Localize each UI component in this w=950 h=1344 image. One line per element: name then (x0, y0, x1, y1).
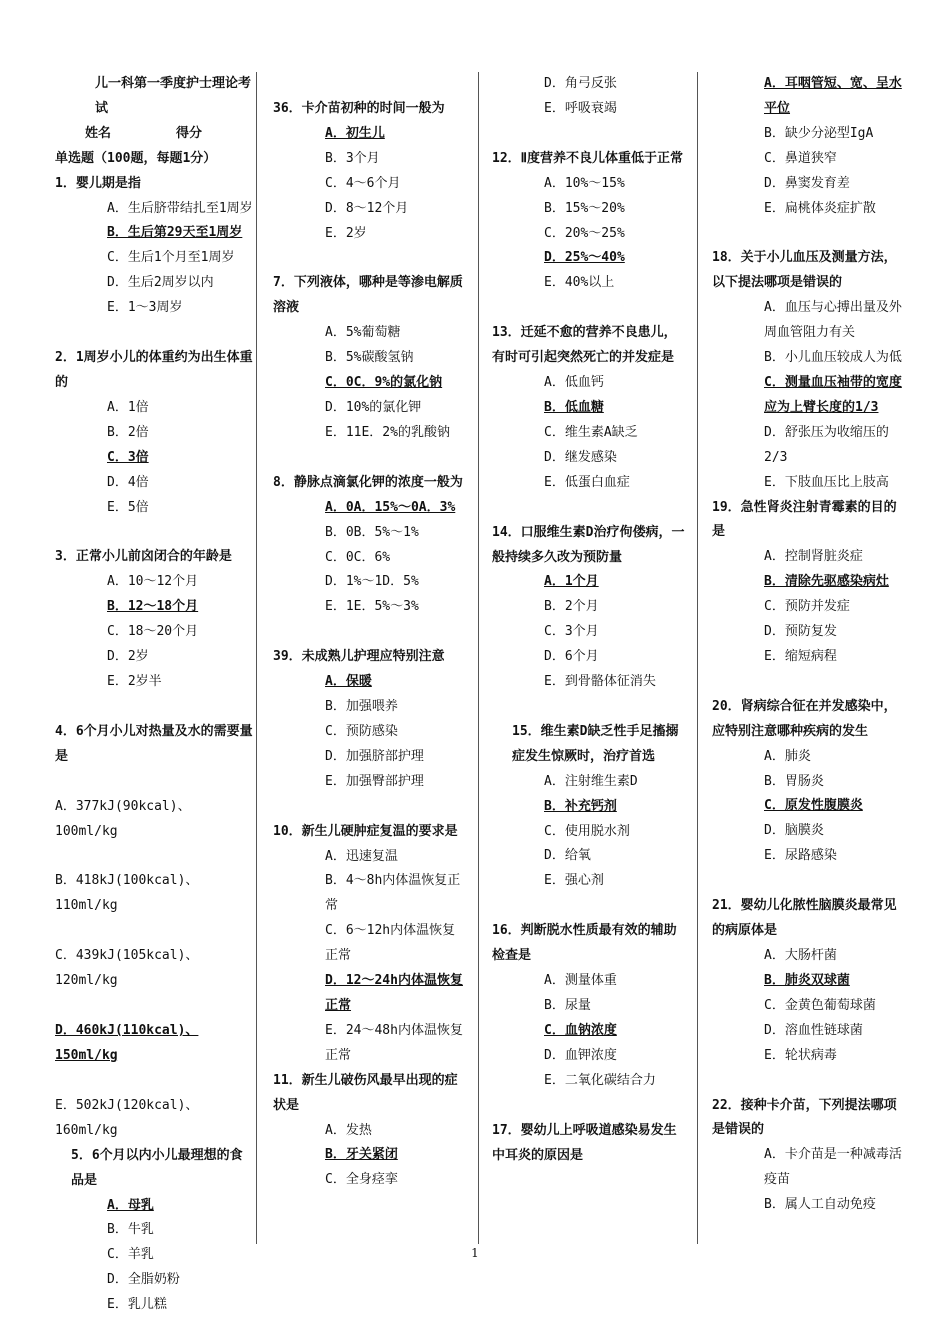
question-text: 1．婴儿期是指 (55, 175, 141, 191)
answer-option: B．缺少分泌型IgA (764, 125, 874, 141)
answer-option: C．测量血压袖带的宽度应为上臂长度的1/3 (764, 374, 902, 415)
column-1 (55, 72, 253, 1318)
spacer (492, 1094, 686, 1119)
question-text: D．460kJ(110kcal)、150ml/kg (55, 1023, 199, 1063)
column-divider (256, 72, 257, 1244)
answer-option: D．4倍 (107, 474, 149, 490)
answer-option: D．1%～1D．5% (325, 574, 419, 590)
answer-option: B．尿量 (544, 998, 591, 1013)
answer-option: A．发热 (325, 1122, 372, 1138)
question-text: 19．急性肾炎注射青霉素的目的是 (712, 499, 897, 540)
answer-option: E．40%以上 (544, 275, 615, 291)
answer-option: D．舒张压为收缩压的2/3 (764, 424, 889, 465)
answer-option: B．15%～20% (544, 200, 625, 216)
spacer (712, 1069, 908, 1094)
answer-option: E．11E．2%的乳酸钠 (325, 424, 450, 440)
answer-option: C．预防感染 (325, 723, 398, 739)
answer-option: A．生后脐带结扎至1周岁 (107, 200, 253, 216)
answer-option: A．耳咽管短、宽、呈水平位 (764, 76, 902, 116)
spacer (55, 1069, 253, 1094)
answer-option: C．0C．6% (325, 549, 391, 565)
answer-option: A．低血钙 (544, 375, 604, 391)
answer-option: B．4～8h内体温恢复正常 (325, 873, 461, 914)
answer-option: A．测量体重 (544, 973, 617, 989)
question-text: 姓名 得分 (85, 125, 203, 141)
answer-option: B．2倍 (107, 424, 149, 440)
question-text: 10．新生儿硬肿症复温的要求是 (273, 823, 458, 839)
answer-option: E．乳儿糕 (107, 1297, 167, 1313)
answer-option: E．强心剂 (544, 873, 604, 889)
answer-option: C．0C．9%的氯化钠 (325, 375, 443, 391)
answer-option: D．12～24h内体温恢复正常 (325, 973, 463, 1013)
answer-option: A．大肠杆菌 (764, 948, 837, 963)
question-text: 14．口服维生素D治疗佝偻病，一般持续多久改为预防量 (492, 524, 685, 565)
question-text: 36．卡介苗初种的时间一般为 (273, 101, 445, 116)
question-text: 5．6个月以内小儿最理想的食品是 (71, 1147, 243, 1188)
spacer (492, 496, 686, 521)
spacer (55, 770, 253, 795)
answer-option: A．5%葡萄糖 (325, 325, 401, 341)
answer-option: C．金黄色葡萄球菌 (764, 997, 876, 1013)
question-text: 2．1周岁小儿的体重约为出生体重的 (55, 350, 253, 390)
answer-option: D．10%的氯化钾 (325, 399, 422, 415)
answer-option: B．清除先驱感染病灶 (764, 574, 889, 590)
answer-option: D．给氧 (544, 848, 591, 864)
question-text: 39．未成熟儿护理应特别注意 (273, 649, 445, 665)
answer-option: D．脑膜炎 (764, 823, 824, 839)
answer-option: D．2岁 (107, 649, 149, 665)
answer-option: D．溶血性链球菌 (764, 1022, 863, 1038)
answer-option: A．肺炎 (764, 748, 811, 764)
answer-option: A．1个月 (544, 574, 599, 590)
spacer (492, 296, 686, 321)
column-3 (492, 72, 686, 1168)
column-4 (712, 72, 908, 1218)
question-text: E．502kJ(120kcal)、160ml/kg (55, 1097, 199, 1138)
spacer (55, 919, 253, 944)
answer-option: A．初生儿 (325, 125, 385, 141)
answer-option: B．补充钙剂 (544, 798, 617, 814)
answer-option: B．0B．5%～1% (325, 524, 419, 540)
answer-option: A．保暖 (325, 674, 372, 690)
spacer (273, 246, 467, 271)
question-text: 8．静脉点滴氯化钾的浓度一般为 (273, 474, 463, 490)
answer-option: E．轮状病毒 (764, 1047, 837, 1063)
question-text: 15．维生素D缺乏性手足搐搦症发生惊厥时，治疗首选 (512, 723, 679, 764)
question-text: 3．正常小儿前囟闭合的年龄是 (55, 549, 232, 565)
answer-option: E．低蛋白血症 (544, 474, 630, 490)
answer-option: C．3个月 (544, 624, 599, 640)
answer-option: E．24～48h内体温恢复正常 (325, 1022, 463, 1063)
answer-option: C．3倍 (107, 449, 149, 465)
question-text: 13．迁延不愈的营养不良患儿，有时可引起突然死亡的并发症是 (492, 325, 677, 366)
answer-option: B．2个月 (544, 599, 599, 615)
answer-option: C．鼻道狭窄 (764, 150, 837, 166)
answer-option: E．2岁半 (107, 673, 162, 689)
page-number: 1 (471, 1246, 479, 1260)
question-text: 7．下列液体，哪种是等渗电解质溶液 (273, 275, 463, 316)
answer-option: C．4～6个月 (325, 175, 401, 191)
answer-option: E．1～3周岁 (107, 300, 183, 316)
spacer (492, 894, 686, 919)
column-divider (697, 72, 698, 1244)
answer-option: E．2岁 (325, 225, 367, 241)
answer-option: C．20%～25% (544, 225, 625, 241)
spacer (492, 122, 686, 147)
spacer (55, 844, 253, 869)
question-text: C．439kJ(105kcal)、120ml/kg (55, 948, 199, 989)
answer-option: B．属人工自动免疫 (764, 1197, 876, 1213)
answer-option: A．迅速复温 (325, 848, 398, 864)
answer-option: E．呼吸衰竭 (544, 100, 617, 116)
answer-option: C．生后1个月至1周岁 (107, 250, 235, 266)
question-text: 儿一科第一季度护士理论考试 (95, 76, 252, 116)
spacer (273, 72, 467, 97)
answer-option: B．牙关紧闭 (325, 1147, 398, 1163)
question-text: 18．关于小儿血压及测量方法，以下提法哪项是错误的 (712, 250, 897, 291)
spacer (712, 869, 908, 894)
answer-option: A．0A．15%～0A．3% (325, 499, 456, 515)
answer-option: D．生后2周岁以内 (107, 275, 214, 291)
column-2 (273, 72, 467, 1193)
answer-option: D．预防复发 (764, 624, 837, 640)
answer-option: A．卡介苗是一种减毒活疫苗 (764, 1147, 902, 1188)
answer-option: B．肺炎双球菌 (764, 972, 850, 988)
answer-option: E．下肢血压比上肢高 (764, 474, 889, 490)
answer-option: B．小儿血压较成人为低 (764, 350, 902, 366)
answer-option: A．1倍 (107, 399, 149, 415)
answer-option: C．使用脱水剂 (544, 823, 630, 839)
question-text: 20．肾病综合征在并发感染中，应特别注意哪种疾病的发生 (712, 698, 897, 739)
answer-option: D．8～12个月 (325, 200, 409, 216)
answer-option: B．加强喂养 (325, 699, 398, 715)
answer-option: B．12～18个月 (107, 599, 199, 615)
answer-option: A．10～12个月 (107, 574, 199, 590)
answer-option: E．缩短病程 (764, 648, 837, 664)
question-text: 17．婴幼儿上呼吸道感染易发生中耳炎的原因是 (492, 1122, 677, 1163)
answer-option: A．母乳 (107, 1197, 154, 1213)
answer-option: B．胃肠炎 (764, 773, 824, 789)
answer-option: C．全身痉挛 (325, 1172, 398, 1188)
spacer (273, 620, 467, 645)
answer-option: E．5倍 (107, 499, 149, 515)
question-text: 21．婴幼儿化脓性脑膜炎最常见的病原体是 (712, 898, 897, 939)
question-text: 22．接种卡介苗，下列提法哪项是错误的 (712, 1097, 897, 1138)
answer-option: D．角弓反张 (544, 76, 617, 91)
spacer (55, 994, 253, 1019)
answer-option: B．5%碳酸氢钠 (325, 350, 414, 366)
spacer (492, 695, 686, 720)
answer-option: D．血钾浓度 (544, 1047, 617, 1063)
answer-option: E．加强臀部护理 (325, 773, 424, 789)
spacer (55, 695, 253, 720)
answer-option: B．低血糖 (544, 399, 604, 415)
answer-option: D．继发感染 (544, 449, 617, 465)
question-text: 12．Ⅱ度营养不良儿体重低于正常 (492, 150, 684, 166)
answer-option: E．尿路感染 (764, 848, 837, 864)
column-divider (478, 72, 479, 1244)
spacer (55, 321, 253, 346)
answer-option: E．二氧化碳结合力 (544, 1072, 656, 1088)
spacer (273, 446, 467, 471)
answer-option: D．6个月 (544, 649, 599, 665)
answer-option: C．原发性腹膜炎 (764, 798, 863, 814)
answer-option: D．鼻窦发育差 (764, 175, 850, 191)
spacer (55, 520, 253, 545)
answer-option: C．6～12h内体温恢复正常 (325, 923, 456, 964)
answer-option: C．血钠浓度 (544, 1022, 617, 1038)
answer-option: A．血压与心搏出量及外周血管阻力有关 (764, 300, 902, 341)
spacer (273, 795, 467, 820)
answer-option: C．预防并发症 (764, 599, 850, 615)
answer-option: C．18～20个月 (107, 624, 199, 640)
spacer (712, 221, 908, 246)
answer-option: B．3个月 (325, 150, 380, 166)
answer-option: C．羊乳 (107, 1247, 154, 1263)
answer-option: C．维生素A缺乏 (544, 424, 638, 440)
answer-option: D．25%～40% (544, 250, 625, 266)
answer-option: A．控制肾脏炎症 (764, 549, 863, 565)
answer-option: D．全脂奶粉 (107, 1272, 180, 1288)
question-text: B．418kJ(100kcal)、110ml/kg (55, 873, 199, 914)
answer-option: E．扁桃体炎症扩散 (764, 200, 876, 216)
question-text: 11．新生儿破伤风最早出现的症状是 (273, 1072, 458, 1113)
answer-option: E．到骨骼体征消失 (544, 674, 656, 690)
spacer (712, 670, 908, 695)
question-text: 单选题（100题，每题1分） (55, 150, 217, 166)
answer-option: B．生后第29天至1周岁 (107, 225, 243, 241)
answer-option: A．10%～15% (544, 175, 625, 191)
answer-option: D．加强脐部护理 (325, 748, 424, 764)
question-text: A．377kJ(90kcal)、100ml/kg (55, 798, 191, 839)
answer-option: B．牛乳 (107, 1222, 154, 1238)
question-text: 4．6个月小儿对热量及水的需要量是 (55, 723, 253, 764)
answer-option: A．注射维生素D (544, 773, 638, 789)
question-text: 16．判断脱水性质最有效的辅助检查是 (492, 923, 677, 964)
answer-option: E．1E．5%～3% (325, 599, 419, 615)
